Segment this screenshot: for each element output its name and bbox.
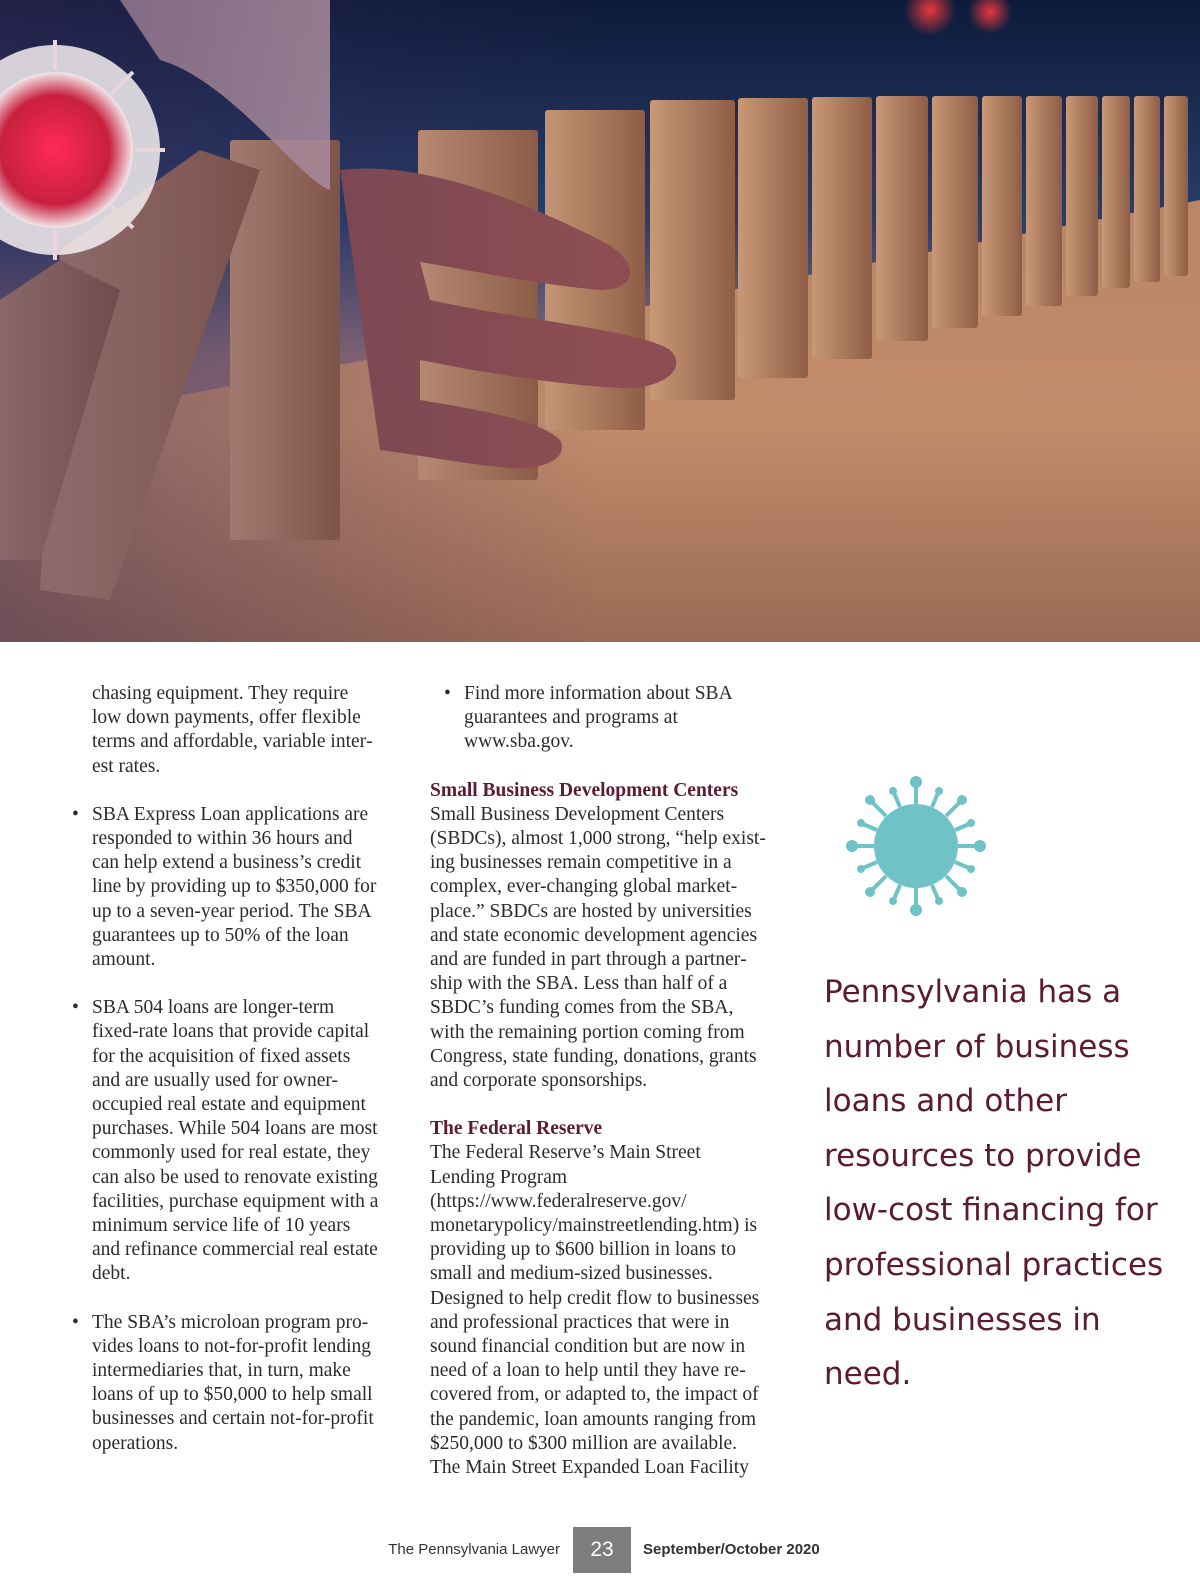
virus-icon	[846, 776, 986, 916]
list-item-text: SBA 504 loans are longer-term fixed-rate loans that provide capital for the acquisition of fixed assets and are usually used for owner-occupied real estate and equipment purchases. While 504 loans are most commonly used for real estate, they can also be used to renovate existing facilities, purchase equipment with a minimum service life of 10 years and refinance commercial real estate debt.	[92, 997, 379, 1285]
list-item-text: Find more information about SBA guarantees and programs at www.sba.gov.	[464, 683, 732, 753]
bullet-icon: •	[72, 1311, 79, 1333]
hero-photo	[0, 0, 1200, 642]
sbdc-paragraph: Small Business Development Centers (SBDCs), almost 1,000 strong, “help existing businesses remain competitive in a complex, ever-changing global marketplace.” SBDCs are hosted by universities and state economic development agencies and are funded in part through a partnership with the SBA. Less than half of a SBDC’s funding comes from the SBA, with the remaining portion coming from Congress, state funding, donations, grants and corporate sponsorships.	[430, 803, 766, 1092]
federal-reserve-paragraph: The Federal Reserve’s Main Street Lending Program (https://www.federalreserve.gov/ monetarypolicy/mainstreetlending.htm) is providing up to $600 billion in loans to small and medium-sized businesses. Designed to help credit flow to businesses and professional practices that were in sound financial condition but are now in need of a loan to help until they have recovered from, or adapted to, the impact of the pandemic, loan amounts ranging from $250,000 to $300 million are available. The Main Street Expanded Loan Facility	[430, 1142, 760, 1479]
bullet-icon: •	[72, 803, 79, 825]
page-footer	[0, 1527, 1200, 1573]
left-column	[72, 682, 382, 1480]
list-item	[72, 803, 382, 972]
list-item-text: The SBA’s microloan program provides loans to not-for-profit lending intermediaries that, in turn, make loans of up to $50,000 to help small businesses and certain not-for-profit operations.	[92, 1311, 374, 1454]
pull-quote: Pennsylvania has a number of business loans and other resources to provide low-cost financing for professional practices and businesses in need.	[824, 974, 1164, 1393]
bullet-icon: •	[444, 683, 451, 704]
list-item	[430, 682, 770, 755]
list-item-text: SBA Express Loan applications are responded to within 36 hours and can help extend a business’s credit line by providing up to $350,000 for up to a seven-year period. The SBA guarantees up to 50% of the loan amount.	[92, 803, 377, 971]
section-heading-federal-reserve: The Federal Reserve	[430, 1118, 603, 1140]
continued-paragraph: chasing equipment. They require low down payments, offer flexible terms and affordable, variable interest rates.	[92, 683, 373, 777]
publication-name: The Pennsylvania Lawyer	[388, 1541, 560, 1558]
page-number: 23	[573, 1527, 631, 1573]
list-item	[72, 996, 382, 1286]
issue-date: September/October 2020	[643, 1541, 820, 1558]
section-heading-sbdc: Small Business Development Centers	[430, 779, 739, 801]
middle-column	[430, 682, 770, 1504]
list-item	[72, 1311, 382, 1456]
bullet-icon: •	[72, 997, 79, 1019]
